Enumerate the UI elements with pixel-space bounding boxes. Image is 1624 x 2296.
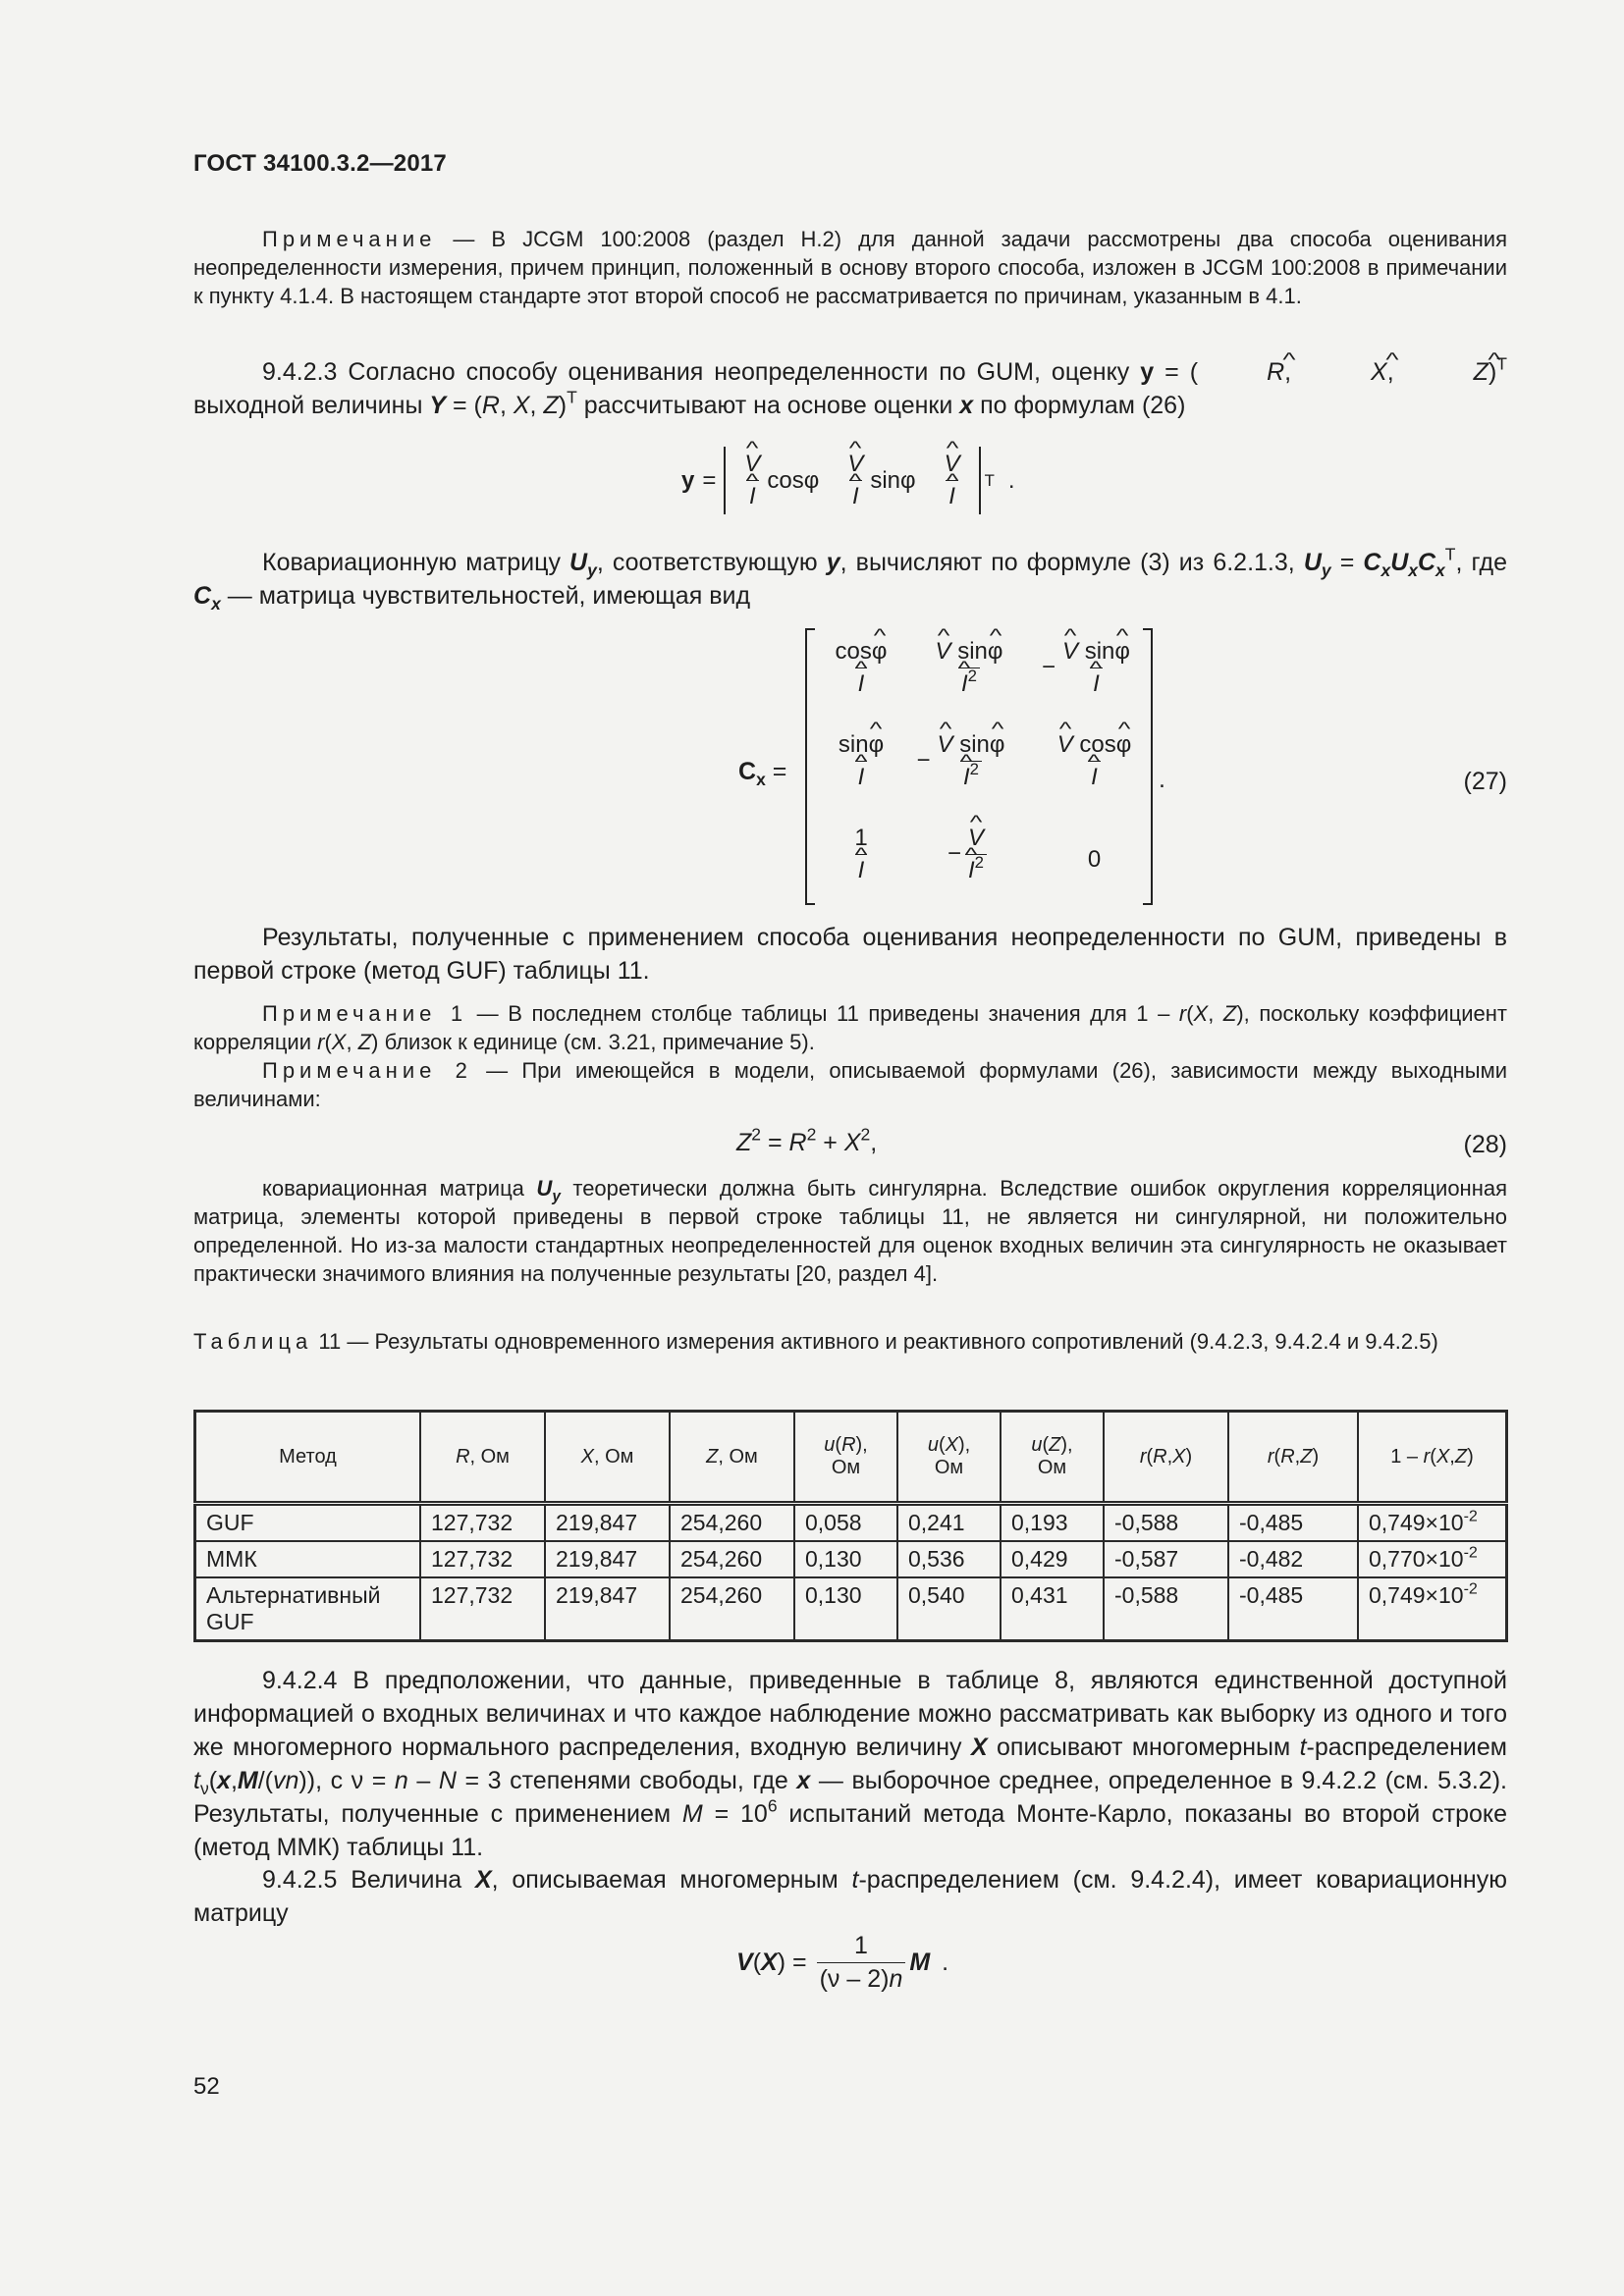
note-2: Примечание 2 — При имеющейся в модели, описываемой формулами (26), зависимости между выходными величинами: [193,1058,1507,1111]
table-header-row [195,1412,1507,1504]
formula-y-vector: y = ^ V ^ I cosφ ^ V ^ I sinφ ^ V ^ I T . [681,447,1015,514]
table-cell: $0,770\times 10^{-2}$ [1358,1541,1507,1577]
table-cell: 127,732 [420,1577,545,1641]
note-1: Примечание 1 — В последнем столбце таблицы 11 приведены значения для 1 – r(X, Z), поскольку коэффициент корреляции r(X, Z) близок к единице (см. 3.21, примечание 5). [193,1001,1507,1054]
column-header: u(X), Ом [897,1412,1001,1504]
table-cell: 0,431 [1001,1577,1104,1641]
table-cell: GUF [195,1504,421,1542]
table-cell: 0,130 [794,1577,897,1641]
formula-28: $Z^2 = R^2 + X^2$, [736,1124,878,1156]
table-row [195,1577,1507,1641]
table-cell: 254,260 [670,1504,794,1542]
column-header: r(R,X) [1104,1412,1228,1504]
table-row [195,1541,1507,1577]
table-11 [193,1410,1508,1642]
column-header: 1 – r(X,Z) [1358,1412,1507,1504]
formula-cx-label: $C_x$ = [738,758,787,790]
table-cell: 0,536 [897,1541,1001,1577]
table-cell: 0,193 [1001,1504,1104,1542]
table-cell: 219,847 [545,1577,670,1641]
table-cell: -0,587 [1104,1541,1228,1577]
note-label: Примечание [262,227,437,251]
paragraph-9-4-2-5: 9.4.2.5 Величина X, описываемая многомерным t-распределением (см. 9.4.2.4), имеет ковариационную матрицу [193,1866,1507,1927]
paragraph-9-4-2-3: 9.4.2.3 Согласно способу оценивания неопределенности по GUM, оценку y = (^ R, ^ X, ^ Z)$^T$ выходной величины Y = (R, X, Z)$^T$ рассчитывают на основе оценки x по формулам (26) [193,355,1507,422]
document-header: ГОСТ 34100.3.2—2017 [193,150,447,177]
column-header: u(Z), Ом [1001,1412,1104,1504]
table-cell: 0,241 [897,1504,1001,1542]
paragraph-covariance: Ковариационную матрицу $U_y$, соответствующую y, вычисляют по формуле (3) из 6.2.1.3, $U_y = C_xU_xC_x^T$, где $C_x$ — матрица чувствительностей, имеющая вид [193,544,1508,614]
paragraph-results: Результаты, полученные с применением способа оценивания неопределенности по GUM, приведены в первой строке (метод GUF) таблицы 11. [193,924,1507,985]
note-text: — В JCGM 100:2008 (раздел Н.2) для данной задачи рассмотрены два способа оценивания неопределенности измерения, причем принцип, положенный в основу второго способа, изложен в JCGM 100:2008 в примечании к пункту 4.1.4. В настоящем стандарте этот второй способ не рассматривается по причинам, указанным в 4.1. [193,227,1507,308]
table-cell: 254,260 [670,1541,794,1577]
table-cell: Альтернативный GUF [195,1577,421,1641]
table-cell: -0,485 [1228,1577,1358,1641]
formula-vx: V ( X ) = $\frac{1}{(\nu - 2)n}$ M . [736,1932,949,1993]
column-header: R, Ом [420,1412,545,1504]
table-cell: 127,732 [420,1504,545,1542]
table-cell: 0,429 [1001,1541,1104,1577]
table-cell: 0,540 [897,1577,1001,1641]
table-cell: -0,588 [1104,1504,1228,1542]
paragraph-covariance-singular: ковариационная матрица $U_y$ теоретически должна быть сингулярна. Вследствие ошибок округления корреляционная матрица, элементы которой приведены в первой строке таблицы 11, не является ни сингулярной, ни положительно определенной. Но из-за малости стандартных неопределенностей для оценок входных величин эта сингулярность не оказывает практически значимого влияния на полученные результаты [20, раздел 4]. [193,1176,1507,1286]
document-page: ГОСТ 34100.3.2—2017 Примечание — В JCGM 100:2008 (раздел Н.2) для данной задачи рассмотрены два способа оценивания неопределенности измерения, причем принцип, положенный в основу второго способа, изложен в JCGM 100:2008 в примечании к пункту 4.1.4. В настоящем стандарте этот второй способ не рассматривается по причинам, указанным в 4.1. 9.4.2.3 Согласно способу оценивания неопределенности по GUM, оценку y = (^ R, ^ X, ^ Z)$^T$ выходной величины Y = (R, X, Z)$^T$ рассчитывают на основе оценки x по формулам (26) y = ^ V ^ I cosφ ^ V ^ I sinφ ^ V ^ I T . Ковариационную матрицу $U_y$, соответствующую y, вычисляют по формуле (3) из 6.2.1.3, $U_y = C_xU_xC_x^T$, где $C_x$ — матрица чувствительностей, имеющая вид $C_x$ = cos^ φ ^ I ^ V sin^ φ ^ $I^2$ − ^ V sin^ φ ^ I sin^ φ ^ I − ^ V sin^ φ ^ $I^2$ ^ V cos^ φ ^ I 1 ^ I − ^ V ^ $I^2$ 0 . (27) Результаты, полученные с применением способа оценивания неопределенности по GUM, приведены в первой строке (метод GUF) таблицы 11. Примечание 1 — В последнем столбце таблицы 11 приведены значения для 1 – r(X, Z), поскольку коэффициент корреляции r(X, Z) близок к единице (см. 3.21, примечание 5). Примечание 2 — При имеющейся в модели, описываемой формулами (26), зависимости между выходными величинами: $Z^2 = R^2 + X^2$, (28) ковариационная матрица $U_y$ теоретически должна быть сингулярна. Вследствие ошибок округления корреляционная матрица, элементы которой приведены в первой строке таблицы 11, не является ни сингулярной, ни положительно определенной. Но из-за малости стандартных неопределенностей для оценок входных величин эта сингулярность не оказывает практически значимого влияния на полученные результаты [20, раздел 4]. Таблица 11 — Результаты одновременного измерения активного и реактивного сопротивлений (9.4.2.3, 9.4.2.4 и 9.4.2.5) Метод R, Ом X, Ом Z, Ом u(R), Ом u(X), Ом u(Z), Ом r(R,X) r(R,Z) 1 – r(X,Z) GUF 127,732 219,847 254,260 0,058 0,241 0,193 -0,588 -0,485 $0,749\times 10^{-2}$ ММК 127,732 219,847 254,260 0,130 0,536 0,429 -0,587 -0,482 $0,770\times 10^{-2}$ Альтернативный GUF 127,732 219,847 254,260 0,130 0,540 0,431 -0,588 -0,485 $0,749\times 10^{-2}$ 9.4.2.4 В предположении, что данные, приведенные в таблице 8, являются единственной доступной информацией о входных величинах и что каждое наблюдение можно рассматривать как выборку из одного и того же многомерного нормального распределения, входную величину X описывают многомерным t-распределением $t_\nu(x,M/(vn))$, с ν = n – N = 3 степенями свободы, где x — выборочное среднее, определенное в 9.4.2.2 (см. 5.3.2). Результаты, полученные с применением $M = 10^6$ испытаний метода Монте-Карло, показаны во второй строке (метод ММК) таблицы 11. 9.4.2.5 Величина X, описываемая многомерным t-распределением (см. 9.4.2.4), имеет ковариационную матрицу V ( X ) = $\frac{1}{(\nu - 2)n}$ M . 52 [0,0,1624,2296]
table-cell: 219,847 [545,1541,670,1577]
table-cell: -0,485 [1228,1504,1358,1542]
column-header: Метод [195,1412,421,1504]
table-cell: 219,847 [545,1504,670,1542]
column-header: X, Ом [545,1412,670,1504]
note-intro [193,225,1507,310]
table-cell: 0,130 [794,1541,897,1577]
table-cell: $0,749\times 10^{-2}$ [1358,1504,1507,1542]
table-11-caption: Таблица 11 — Результаты одновременного измерения активного и реактивного сопротивлений (9.4.2.3, 9.4.2.4 и 9.4.2.5) [193,1329,1438,1354]
equation-number-27: (27) [1463,768,1507,795]
matrix-cx: cos^ φ ^ I ^ V sin^ φ ^ $I^2$ − ^ V sin^ φ ^ I sin^ φ ^ I − ^ V sin^ φ ^ $I^2$ ^ V cos^ φ ^ I 1 ^ I − ^ V ^ $I^2$ 0 [805,628,1153,905]
paragraph-9-4-2-4: 9.4.2.4 В предположении, что данные, приведенные в таблице 8, являются единственной доступной информацией о входных величинах и что каждое наблюдение можно рассматривать как выборку из одного и того же многомерного нормального распределения, входную величину X описывают многомерным t-распределением $t_\nu(x,M/(vn))$, с ν = n – N = 3 степенями свободы, где x — выборочное среднее, определенное в 9.4.2.2 (см. 5.3.2). Результаты, полученные с применением $M = 10^6$ испытаний метода Монте-Карло, показаны во второй строке (метод ММК) таблицы 11. [193,1667,1507,1861]
table-cell: 0,058 [794,1504,897,1542]
table-cell: $0,749\times 10^{-2}$ [1358,1577,1507,1641]
page-number: 52 [193,2073,220,2100]
table-cell: ММК [195,1541,421,1577]
column-header: u(R), Ом [794,1412,897,1504]
table-cell: 254,260 [670,1577,794,1641]
table-row [195,1504,1507,1542]
table-cell: -0,482 [1228,1541,1358,1577]
column-header: Z, Ом [670,1412,794,1504]
column-header: r(R,Z) [1228,1412,1358,1504]
equation-number-28: (28) [1463,1131,1507,1158]
table-cell: 127,732 [420,1541,545,1577]
table-cell: -0,588 [1104,1577,1228,1641]
